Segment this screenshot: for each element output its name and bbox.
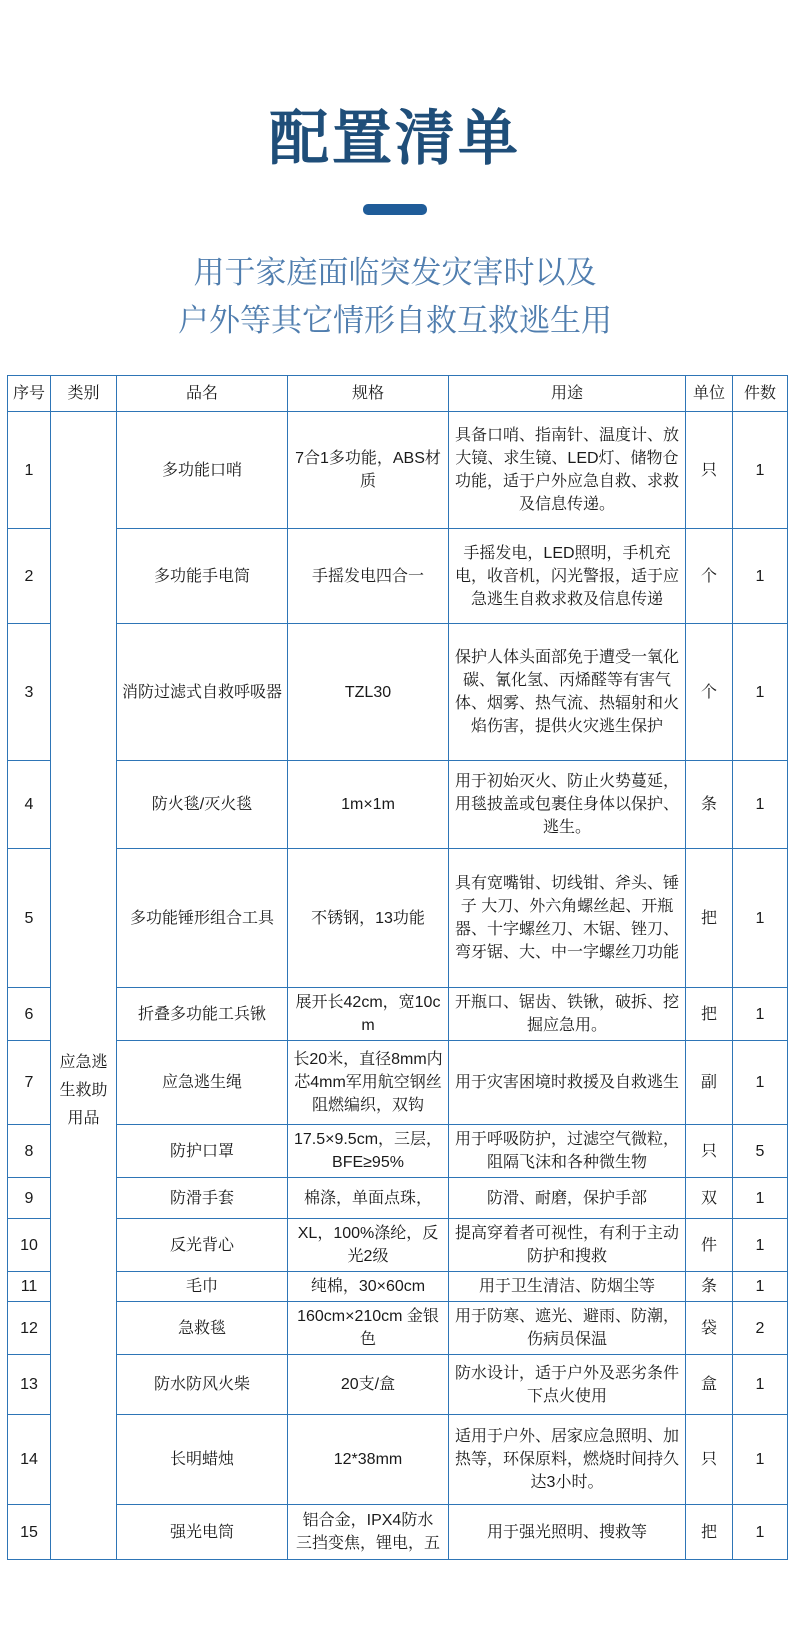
- product-name-cell: 防护口罩: [117, 1125, 288, 1178]
- col-header-use: 用途: [449, 376, 686, 412]
- purpose-cell: 防滑、耐磨，保护手部: [449, 1178, 686, 1219]
- purpose-cell: 适用于户外、居家应急照明、加热等，环保原料，燃烧时间持久达3小时。: [449, 1415, 686, 1505]
- purpose-cell: 用于防寒、遮光、避雨、防潮，伤病员保温: [449, 1302, 686, 1355]
- purpose-cell: 具有宽嘴钳、切线钳、斧头、锤子 大刀、外六角螺丝起、开瓶器、十字螺丝刀、木锯、锉刀、弯牙锯、大、中一字螺丝刀功能: [449, 849, 686, 988]
- specification-cell: 不锈钢，13功能: [288, 849, 449, 988]
- table-row: [8, 1302, 788, 1355]
- specification-cell: 手摇发电四合一: [288, 529, 449, 624]
- col-header-spec: 规格: [288, 376, 449, 412]
- purpose-cell: 防水设计，适于户外及恶劣条件下点火使用: [449, 1355, 686, 1415]
- unit-cell: 袋: [686, 1302, 733, 1355]
- quantity-cell: 1: [733, 1041, 788, 1125]
- specification-cell: 长20米，直径8mm内芯4mm军用航空钢丝阻燃编织，双钩: [288, 1041, 449, 1125]
- row-number-cell: 7: [8, 1041, 51, 1125]
- purpose-cell: 手摇发电，LED照明，手机充电，收音机，闪光警报，适于应急逃生自救求救及信息传递: [449, 529, 686, 624]
- unit-cell: 只: [686, 412, 733, 529]
- unit-cell: 件: [686, 1219, 733, 1272]
- table-row: [8, 1178, 788, 1219]
- purpose-cell: 用于强光照明、搜救等: [449, 1505, 686, 1560]
- product-name-cell: 防火毯/灭火毯: [117, 761, 288, 849]
- subtitle: [0, 249, 790, 345]
- quantity-cell: 1: [733, 1355, 788, 1415]
- specification-cell: 7合1多功能，ABS材质: [288, 412, 449, 529]
- row-number-cell: 8: [8, 1125, 51, 1178]
- specification-cell: 160cm×210cm 金银色: [288, 1302, 449, 1355]
- product-name-cell: 消防过滤式自救呼吸器: [117, 624, 288, 761]
- row-number-cell: 14: [8, 1415, 51, 1505]
- row-number-cell: 12: [8, 1302, 51, 1355]
- table-row: [8, 1505, 788, 1560]
- col-header-no: 序号: [8, 376, 51, 412]
- product-name-cell: 多功能口哨: [117, 412, 288, 529]
- table-row: [8, 529, 788, 624]
- row-number-cell: 6: [8, 988, 51, 1041]
- row-number-cell: 10: [8, 1219, 51, 1272]
- table-row: [8, 1125, 788, 1178]
- unit-cell: 把: [686, 849, 733, 988]
- col-header-category: 类别: [51, 376, 117, 412]
- quantity-cell: 1: [733, 1178, 788, 1219]
- unit-cell: 双: [686, 1178, 733, 1219]
- table-row: [8, 1415, 788, 1505]
- purpose-cell: 用于呼吸防护，过滤空气微粒，阻隔飞沫和各种微生物: [449, 1125, 686, 1178]
- row-number-cell: 1: [8, 412, 51, 529]
- specification-cell: 12*38mm: [288, 1415, 449, 1505]
- unit-cell: 副: [686, 1041, 733, 1125]
- purpose-cell: 用于初始灭火、防止火势蔓延，用毯披盖或包裹住身体以保护、逃生。: [449, 761, 686, 849]
- table-row: [8, 988, 788, 1041]
- product-name-cell: 多功能手电筒: [117, 529, 288, 624]
- page-title: 配置清单: [269, 105, 521, 172]
- quantity-cell: 1: [733, 529, 788, 624]
- table-row: [8, 1219, 788, 1272]
- quantity-cell: 1: [733, 1272, 788, 1302]
- specification-cell: XL，100%涤纶，反光2级: [288, 1219, 449, 1272]
- quantity-cell: 1: [733, 1505, 788, 1560]
- unit-cell: 把: [686, 988, 733, 1041]
- product-name-cell: 防水防风火柴: [117, 1355, 288, 1415]
- purpose-cell: 用于卫生清洁、防烟尘等: [449, 1272, 686, 1302]
- quantity-cell: 1: [733, 1219, 788, 1272]
- quantity-cell: 1: [733, 624, 788, 761]
- table-row: [8, 1272, 788, 1302]
- product-name-cell: 急救毯: [117, 1302, 288, 1355]
- table-body: [8, 412, 788, 1560]
- quantity-cell: 1: [733, 988, 788, 1041]
- purpose-cell: 开瓶口、锯齿、铁锹，破拆、挖掘应急用。: [449, 988, 686, 1041]
- unit-cell: 个: [686, 529, 733, 624]
- row-number-cell: 2: [8, 529, 51, 624]
- product-name-cell: 强光电筒: [117, 1505, 288, 1560]
- row-number-cell: 15: [8, 1505, 51, 1560]
- category-cell: [51, 412, 117, 1560]
- specification-cell: 1m×1m: [288, 761, 449, 849]
- row-number-cell: 3: [8, 624, 51, 761]
- purpose-cell: 具备口哨、指南针、温度计、放大镜、求生镜、LED灯、储物仓功能，适于户外应急自救、求救及信息传递。: [449, 412, 686, 529]
- specification-cell: 20支/盒: [288, 1355, 449, 1415]
- product-name-cell: 反光背心: [117, 1219, 288, 1272]
- quantity-cell: 1: [733, 761, 788, 849]
- purpose-cell: 保护人体头面部免于遭受一氧化碳、氰化氢、丙烯醛等有害气体、烟雾、热气流、热辐射和火焰伤害，提供火灾逃生保护: [449, 624, 686, 761]
- specification-cell: 铝合金，IPX4防水 三挡变焦，锂电，五: [288, 1505, 449, 1560]
- table-row: [8, 761, 788, 849]
- row-number-cell: 9: [8, 1178, 51, 1219]
- row-number-cell: 5: [8, 849, 51, 988]
- table-row: [8, 624, 788, 761]
- accent-dash: [363, 204, 427, 215]
- unit-cell: 只: [686, 1415, 733, 1505]
- row-number-cell: 13: [8, 1355, 51, 1415]
- specification-cell: TZL30: [288, 624, 449, 761]
- specification-cell: 17.5×9.5cm，三层，BFE≥95%: [288, 1125, 449, 1178]
- table-row: [8, 1355, 788, 1415]
- category-label: 应急逃生救助用品: [59, 1053, 108, 1127]
- specification-cell: 展开长42cm，宽10cm: [288, 988, 449, 1041]
- unit-cell: 把: [686, 1505, 733, 1560]
- product-name-cell: 应急逃生绳: [117, 1041, 288, 1125]
- unit-cell: 只: [686, 1125, 733, 1178]
- table-row: [8, 412, 788, 529]
- quantity-cell: 1: [733, 1415, 788, 1505]
- table-header: [8, 376, 788, 412]
- product-name-cell: 毛巾: [117, 1272, 288, 1302]
- purpose-cell: 用于灾害困境时救援及自救逃生: [449, 1041, 686, 1125]
- quantity-cell: 1: [733, 412, 788, 529]
- unit-cell: 条: [686, 761, 733, 849]
- supplies-table: [7, 375, 788, 1560]
- quantity-cell: 2: [733, 1302, 788, 1355]
- product-name-cell: 折叠多功能工兵锹: [117, 988, 288, 1041]
- product-name-cell: 防滑手套: [117, 1178, 288, 1219]
- subtitle-line-2: 户外等其它情形自救互救逃生用: [178, 303, 612, 338]
- row-number-cell: 4: [8, 761, 51, 849]
- subtitle-line-1: 用于家庭面临突发灾害时以及: [193, 255, 597, 290]
- quantity-cell: 5: [733, 1125, 788, 1178]
- unit-cell: 条: [686, 1272, 733, 1302]
- specification-cell: 纯棉，30×60cm: [288, 1272, 449, 1302]
- table-row: [8, 1041, 788, 1125]
- row-number-cell: 11: [8, 1272, 51, 1302]
- product-name-cell: 长明蜡烛: [117, 1415, 288, 1505]
- quantity-cell: 1: [733, 849, 788, 988]
- col-header-qty: 件数: [733, 376, 788, 412]
- unit-cell: 个: [686, 624, 733, 761]
- table-row: [8, 849, 788, 988]
- col-header-name: 品名: [117, 376, 288, 412]
- header-row: [8, 376, 788, 412]
- col-header-unit: 单位: [686, 376, 733, 412]
- specification-cell: 棉涤，单面点珠，: [288, 1178, 449, 1219]
- product-name-cell: 多功能锤形组合工具: [117, 849, 288, 988]
- purpose-cell: 提高穿着者可视性，有利于主动防护和搜救: [449, 1219, 686, 1272]
- unit-cell: 盒: [686, 1355, 733, 1415]
